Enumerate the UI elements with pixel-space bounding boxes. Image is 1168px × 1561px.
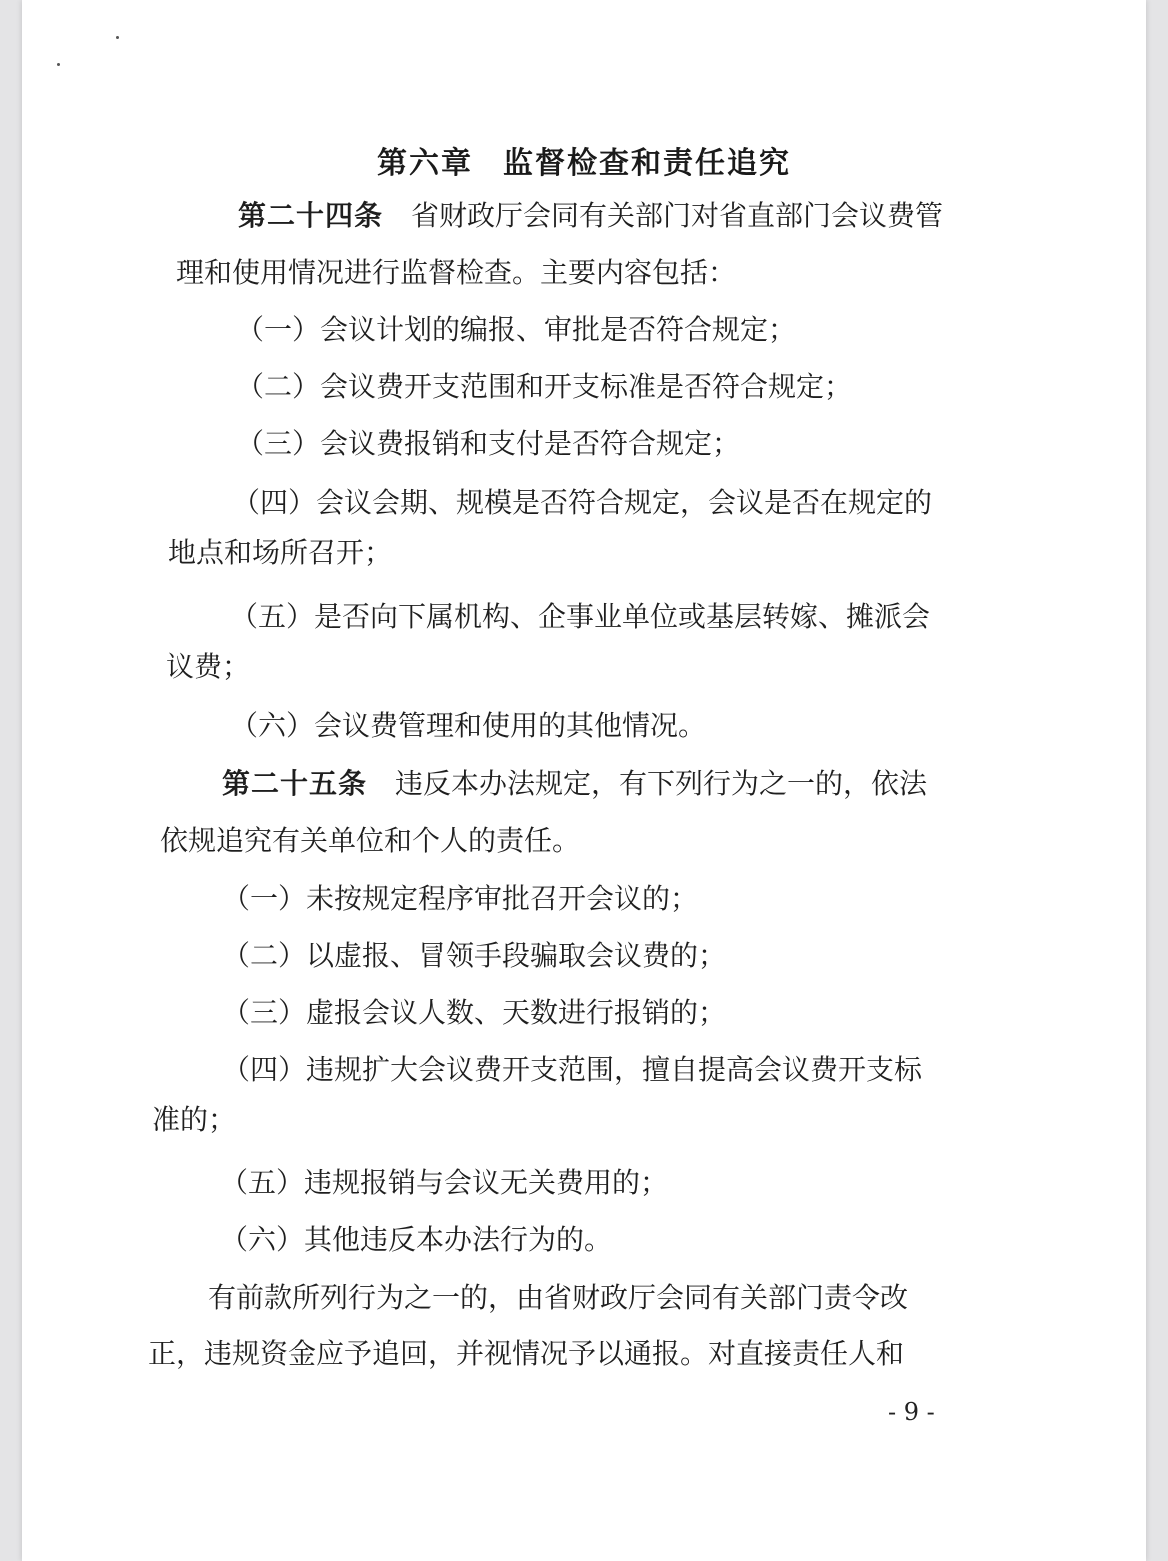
chapter-title	[0, 138, 1168, 182]
article24-item: （三）会议费报销和支付是否符合规定；	[236, 427, 741, 460]
article24-item: 议费；	[166, 650, 251, 683]
article24-heading: 第二十四条	[238, 199, 384, 232]
article25-item: （六）其他违反本办法行为的。	[220, 1223, 613, 1256]
article24-text-line2: 理和使用情况进行监督检查。主要内容包括：	[176, 256, 737, 289]
article25-text-line2: 依规追究有关单位和个人的责任。	[160, 824, 581, 857]
article25-closing-line1: 有前款所列行为之一的，由省财政厅会同有关部门责令改	[208, 1281, 909, 1314]
article25-item: （三）虚报会议人数、天数进行报销的；	[222, 996, 727, 1029]
article24-item: （四）会议会期、规模是否符合规定，会议是否在规定的	[232, 486, 933, 519]
article25-item: 准的；	[152, 1103, 237, 1136]
page-number: - 9 -	[888, 1398, 935, 1426]
article25-item: （一）未按规定程序审批召开会议的；	[222, 882, 699, 915]
article25-line1	[222, 766, 927, 802]
article24-item: （一）会议计划的编报、审批是否符合规定；	[236, 313, 797, 346]
article25-item: （四）违规扩大会议费开支范围，擅自提高会议费开支标	[222, 1053, 923, 1086]
article25-item: （二）以虚报、冒领手段骗取会议费的；	[222, 939, 727, 972]
article25-text-line1: 违反本办法规定，有下列行为之一的，依法	[395, 767, 928, 800]
article24-line1	[238, 198, 943, 234]
article24-item: （六）会议费管理和使用的其他情况。	[230, 709, 707, 742]
article24-item: 地点和场所召开；	[168, 536, 393, 569]
chapter-number: 第六章	[377, 146, 473, 181]
scan-speck	[57, 63, 60, 66]
scan-speck	[116, 36, 119, 39]
article24-text-line1: 省财政厅会同有关部门对省直部门会议费管	[411, 199, 944, 232]
chapter-name: 监督检查和责任追究	[503, 146, 791, 181]
article25-heading: 第二十五条	[222, 767, 368, 800]
article24-item: （五）是否向下属机构、企事业单位或基层转嫁、摊派会	[230, 600, 931, 633]
article24-item: （二）会议费开支范围和开支标准是否符合规定；	[236, 370, 853, 403]
article25-item: （五）违规报销与会议无关费用的；	[220, 1166, 669, 1199]
article25-closing-line2: 正，违规资金应予追回，并视情况予以通报。对直接责任人和	[148, 1337, 905, 1370]
